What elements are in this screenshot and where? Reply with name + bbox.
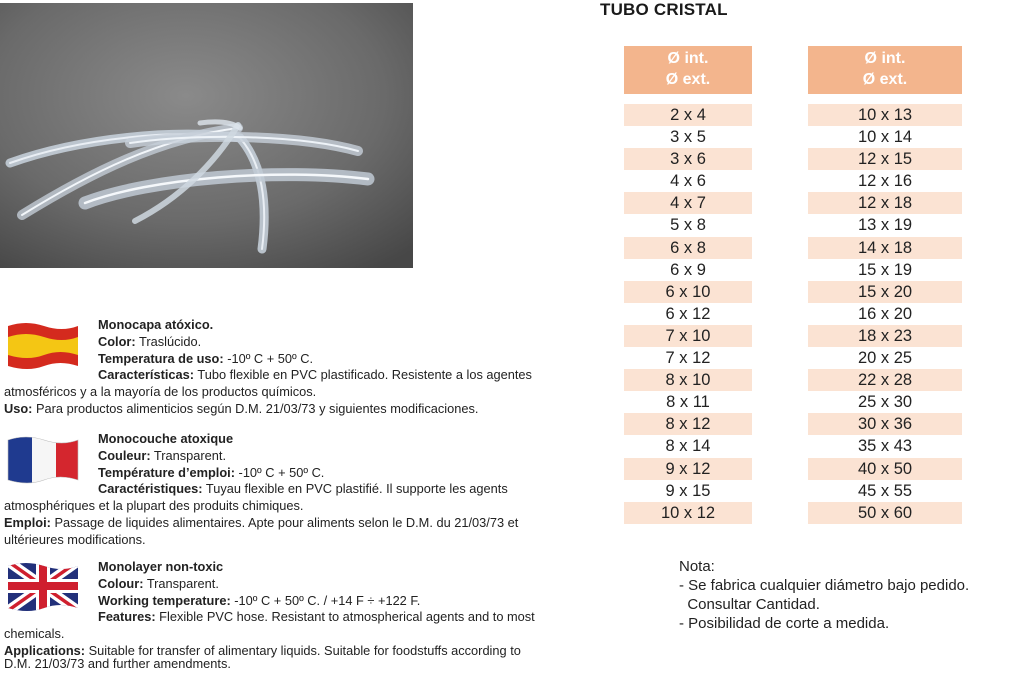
column-header-left bbox=[624, 46, 752, 94]
header-outer-diameter: Ø ext. bbox=[665, 71, 711, 88]
size-row: 7 x 10 bbox=[624, 325, 752, 347]
page-title: TUBO CRISTAL bbox=[600, 0, 728, 19]
header-inner-diameter: Ø int. bbox=[864, 50, 906, 67]
size-row: 20 x 25 bbox=[857, 349, 913, 368]
note-line-1: - Se fabrica cualquier diámetro bajo pedido. bbox=[679, 577, 970, 594]
size-row: 30 x 36 bbox=[808, 413, 962, 435]
size-row: 5 x 8 bbox=[670, 216, 706, 235]
size-row: 15 x 20 bbox=[808, 281, 962, 303]
size-row: 12 x 16 bbox=[857, 172, 913, 191]
size-row: 35 x 43 bbox=[857, 437, 913, 456]
size-row: 16 x 20 bbox=[857, 304, 913, 323]
size-row: 50 x 60 bbox=[808, 502, 962, 524]
size-list-left bbox=[624, 104, 752, 524]
size-row: 3 x 6 bbox=[624, 148, 752, 170]
english-color-value: Transparent. bbox=[143, 575, 219, 591]
size-row: 2 x 4 bbox=[624, 104, 752, 126]
size-row: 8 x 11 bbox=[666, 393, 710, 412]
english-char-value-2: chemicals. bbox=[4, 626, 65, 642]
french-color-label: Couleur: bbox=[98, 447, 151, 463]
english-use-value-2: D.M. 21/03/73 and further amendments. bbox=[4, 656, 231, 671]
spanish-temp-label: Temperatura de uso: bbox=[98, 350, 224, 366]
size-row: 10 x 13 bbox=[808, 104, 962, 126]
size-row: 12 x 15 bbox=[808, 148, 962, 170]
size-row: 6 x 12 bbox=[665, 304, 711, 323]
size-row: 8 x 12 bbox=[624, 413, 752, 435]
spanish-char-label: Características: bbox=[98, 367, 195, 383]
spanish-char-value-1: Tubo flexible en PVC plastificado. Resistente a los agentes bbox=[194, 367, 532, 383]
french-use-value-1: Passage de liquides alimentaires. Apte pour aliments selon le D.M. du 21/03/73 et bbox=[50, 515, 519, 530]
french-temp-value: -10º C + 50º C. bbox=[235, 464, 325, 480]
size-row: 15 x 19 bbox=[857, 260, 913, 279]
french-char-value-1: Tuyau flexible en PVC plastifié. Il supporte les agents bbox=[202, 481, 508, 497]
spanish-char-value-2: atmosféricos y a la mayoría de los productos químicos. bbox=[4, 384, 317, 400]
spanish-description bbox=[0, 317, 575, 421]
size-row: 13 x 19 bbox=[857, 216, 913, 235]
note-title: Nota: bbox=[679, 558, 715, 575]
header-outer-diameter: Ø ext. bbox=[862, 71, 908, 88]
size-list-right bbox=[808, 104, 962, 524]
english-use-label: Applications: bbox=[4, 643, 86, 658]
product-photo bbox=[0, 3, 413, 268]
spanish-use-value: Para productos alimenticios según D.M. 21/03/73 y siguientes modificaciones. bbox=[32, 401, 479, 416]
spanish-use-label: Uso: bbox=[4, 401, 33, 416]
note-line-2: Consultar Cantidad. bbox=[679, 596, 820, 613]
french-color-value: Transparent. bbox=[150, 447, 227, 463]
size-row: 12 x 18 bbox=[808, 192, 962, 214]
english-heading: Monolayer non-toxic bbox=[98, 559, 224, 574]
french-char-value-2: atmosphériques et la plupart des produits chimiques. bbox=[4, 498, 304, 514]
size-row: 4 x 6 bbox=[670, 172, 706, 191]
size-row: 10 x 12 bbox=[624, 502, 752, 524]
english-description bbox=[0, 559, 575, 673]
size-row: 18 x 23 bbox=[808, 325, 962, 347]
size-row: 6 x 10 bbox=[624, 281, 752, 303]
english-color-label: Colour: bbox=[98, 575, 144, 591]
french-char-label: Caractéristiques: bbox=[98, 481, 203, 497]
size-row: 10 x 14 bbox=[857, 128, 913, 147]
size-row: 4 x 7 bbox=[624, 192, 752, 214]
size-row: 7 x 12 bbox=[665, 349, 711, 368]
note-line-3: - Posibilidad de corte a medida. bbox=[679, 615, 890, 632]
english-use-value-1: Suitable for transfer of alimentary liquids. Suitable for foodstuffs according to bbox=[85, 643, 521, 658]
size-row: 14 x 18 bbox=[808, 237, 962, 259]
spanish-heading: Monocapa atóxico. bbox=[98, 317, 214, 332]
french-use-value-2: ultérieures modifications. bbox=[4, 531, 146, 547]
size-row: 8 x 10 bbox=[624, 369, 752, 391]
size-row: 22 x 28 bbox=[808, 369, 962, 391]
size-row: 8 x 14 bbox=[665, 437, 711, 456]
english-char-value-1: Flexible PVC hose. Resistant to atmospherical agents and to most bbox=[155, 609, 535, 625]
size-row: 9 x 12 bbox=[624, 458, 752, 480]
english-char-label: Features: bbox=[98, 609, 156, 625]
french-use-label: Emploi: bbox=[4, 515, 51, 530]
english-temp-label: Working temperature: bbox=[98, 592, 231, 608]
english-temp-value: -10º C + 50º C. / +14 F ÷ +122 F. bbox=[230, 592, 421, 608]
size-row: 3 x 5 bbox=[670, 128, 706, 147]
column-header-right bbox=[808, 46, 962, 94]
french-description bbox=[0, 431, 575, 549]
header-inner-diameter: Ø int. bbox=[667, 50, 709, 67]
size-row: 45 x 55 bbox=[857, 481, 913, 500]
note-block bbox=[679, 557, 969, 633]
size-row: 6 x 9 bbox=[670, 260, 706, 279]
spanish-color-value: Traslúcido. bbox=[135, 333, 202, 349]
french-temp-label: Température d’emploi: bbox=[98, 464, 235, 480]
size-row: 40 x 50 bbox=[808, 458, 962, 480]
french-heading: Monocouche atoxique bbox=[98, 431, 234, 446]
spanish-color-label: Color: bbox=[98, 333, 136, 349]
spanish-temp-value: -10º C + 50º C. bbox=[223, 350, 314, 366]
size-row: 6 x 8 bbox=[624, 237, 752, 259]
size-row: 25 x 30 bbox=[857, 393, 913, 412]
size-row: 9 x 15 bbox=[665, 481, 711, 500]
